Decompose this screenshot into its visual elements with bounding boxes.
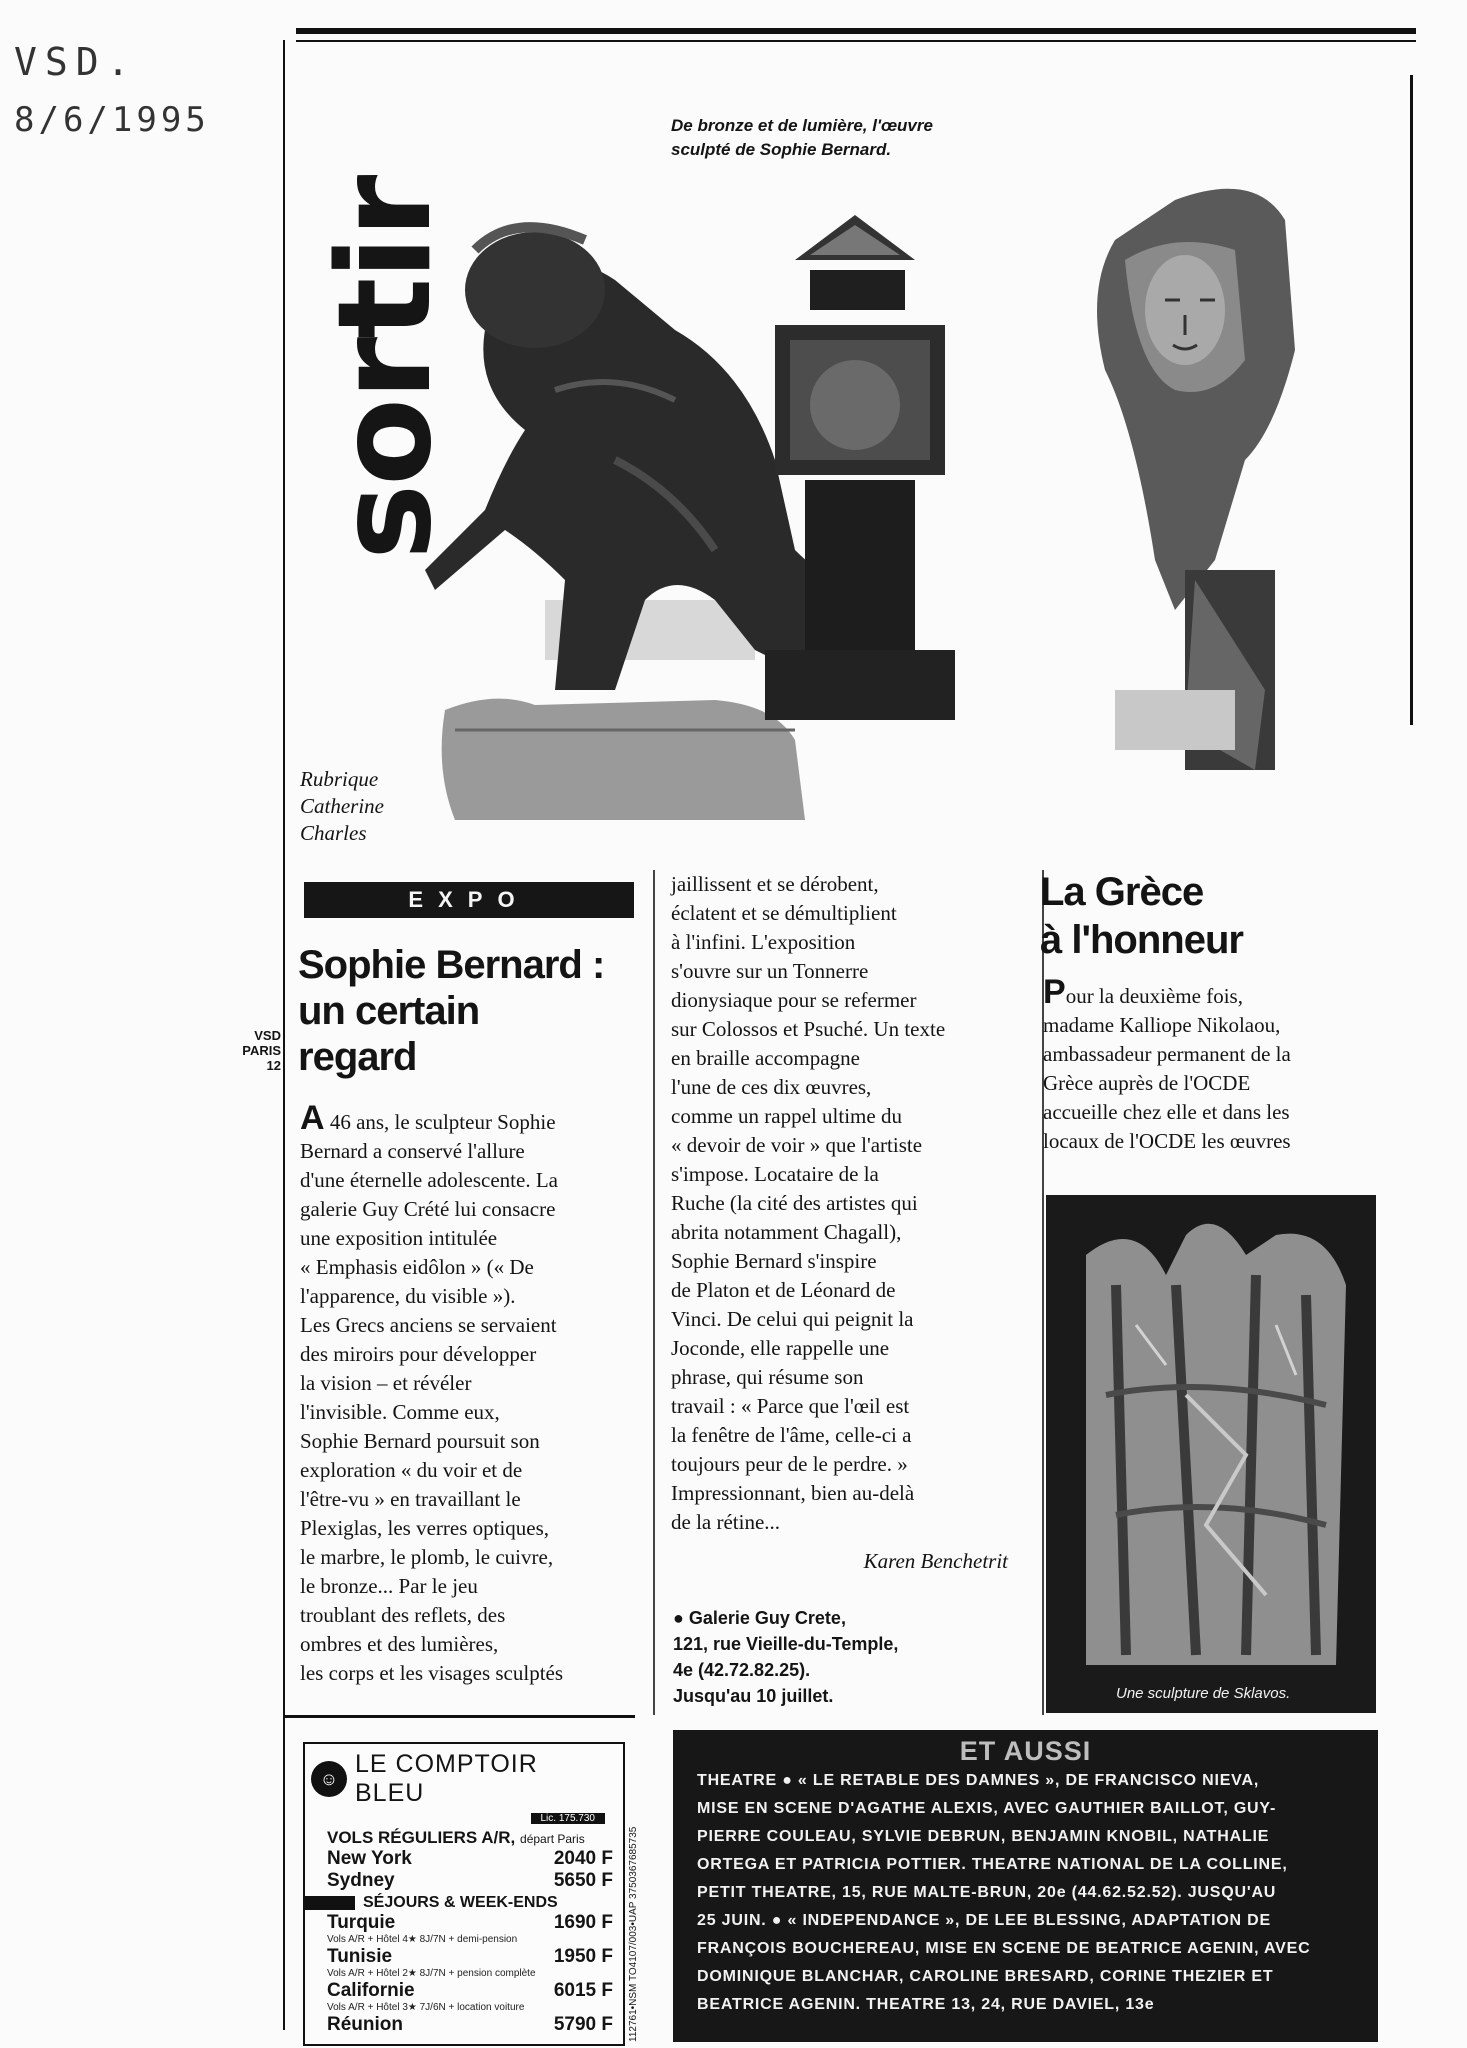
text-line-content: troublant des reflets, des bbox=[300, 1603, 506, 1627]
text-line-content: « Emphasis eidôlon » (« De bbox=[300, 1255, 534, 1279]
text-line bbox=[300, 1543, 645, 1572]
text-line bbox=[1043, 1098, 1413, 1127]
text-line bbox=[671, 957, 1031, 986]
text-line bbox=[300, 1166, 645, 1195]
text-line-content: Impressionnant, bien au-delà bbox=[671, 1481, 915, 1505]
text-line bbox=[671, 1392, 1031, 1421]
text-line-content: « devoir de voir » que l'artiste bbox=[671, 1133, 923, 1157]
page-label-line: 12 bbox=[266, 1058, 281, 1073]
text-line-content: à l'infini. L'exposition bbox=[671, 930, 856, 954]
et-aussi-line: BEATRICE AGENIN. THEATRE 13, 24, RUE DAVIEL, 13e bbox=[697, 1996, 1155, 2013]
expo-section-bar: EXPO bbox=[304, 882, 634, 918]
gallery-info bbox=[673, 1605, 1043, 1709]
text-line bbox=[671, 899, 1031, 928]
ad-price: 5790 F bbox=[553, 2014, 613, 2035]
text-line-content: exploration « du voir et de bbox=[300, 1458, 523, 1482]
right-edge-rule bbox=[1410, 75, 1413, 725]
article-author: Karen Benchetrit bbox=[863, 1549, 1008, 1573]
ad-price: 1690 F bbox=[553, 1912, 613, 1933]
top-rule-thin bbox=[296, 40, 1416, 42]
text-line-content: éclatent et se démultiplient bbox=[671, 901, 897, 925]
text-line-content: s'impose. Locataire de la bbox=[671, 1162, 879, 1186]
rubrique-line: Charles bbox=[300, 821, 367, 845]
text-line-content: les corps et les visages sculptés bbox=[300, 1661, 564, 1685]
text-line-content: Bernard a conservé l'allure bbox=[300, 1139, 525, 1163]
et-aussi-line: MISE EN SCENE D'AGATHE ALEXIS, AVEC GAUTHIER BAILLOT, GUY- bbox=[697, 1800, 1277, 1817]
text-line-content: ombres et des lumières, bbox=[300, 1632, 499, 1656]
text-line bbox=[300, 1099, 645, 1137]
text-line bbox=[300, 1311, 645, 1340]
text-line-content: Plexiglas, les verres optiques, bbox=[300, 1516, 550, 1540]
article-column-1 bbox=[300, 1099, 645, 1688]
ad-destination-row bbox=[327, 1946, 613, 1968]
ad-price: 2040 F bbox=[553, 1848, 613, 1869]
ad-vols-note: départ Paris bbox=[520, 1832, 585, 1846]
text-line-content: 46 ans, le sculpteur Sophie bbox=[324, 1110, 556, 1134]
text-line bbox=[671, 1102, 1031, 1131]
text-line bbox=[671, 1073, 1031, 1102]
ad-price: 1950 F bbox=[553, 1946, 613, 1967]
text-line-content: l'invisible. Comme eux, bbox=[300, 1400, 500, 1424]
text-line-content: une exposition intitulée bbox=[300, 1226, 498, 1250]
text-line bbox=[671, 1334, 1031, 1363]
text-line bbox=[671, 870, 1031, 899]
text-line bbox=[300, 1195, 645, 1224]
text-line bbox=[671, 928, 1031, 957]
text-line-content: Les Grecs anciens se servaient bbox=[300, 1313, 557, 1337]
text-line bbox=[671, 1421, 1031, 1450]
top-photo-caption-line: De bronze et de lumière, l'œuvre bbox=[671, 116, 933, 135]
text-line-content: accueille chez elle et dans les bbox=[1043, 1100, 1290, 1124]
page-label bbox=[225, 1028, 281, 1073]
rubrique-credit bbox=[300, 766, 384, 847]
et-aussi-line: THEATRE ● « LE RETABLE DES DAMNES », DE FRANCISCO NIEVA, bbox=[697, 1772, 1260, 1789]
text-line-content: en braille accompagne bbox=[671, 1046, 860, 1070]
headline-line: un certain bbox=[298, 989, 480, 1033]
text-line-content: l'être-vu » en travaillant le bbox=[300, 1487, 521, 1511]
article2-headline bbox=[1040, 868, 1380, 964]
ad-destination-note: Vols A/R + Hôtel 4★ 8J/7N + demi-pension bbox=[327, 1934, 518, 1945]
text-line-content: jaillissent et se dérobent, bbox=[671, 872, 879, 896]
text-line bbox=[1043, 973, 1413, 1011]
sklavos-photo bbox=[1046, 1195, 1376, 1713]
text-line bbox=[671, 1218, 1031, 1247]
ad-destination-row bbox=[327, 1848, 613, 1870]
text-line-content: le marbre, le plomb, le cuivre, bbox=[300, 1545, 554, 1569]
text-line bbox=[671, 1247, 1031, 1276]
et-aussi-line: DOMINIQUE BLANCHAR, CAROLINE BRESARD, CORINE THEZIER ET bbox=[697, 1968, 1274, 1985]
ad-destination-row bbox=[327, 2014, 613, 2036]
text-line bbox=[300, 1456, 645, 1485]
et-aussi-line: ORTEGA ET PATRICIA POTTIER. THEATRE NATIONAL DE LA COLLINE, bbox=[697, 1856, 1288, 1873]
text-line bbox=[671, 1131, 1031, 1160]
text-line-content: Ruche (la cité des artistes qui bbox=[671, 1191, 918, 1215]
left-column-rule bbox=[283, 40, 285, 2030]
article-headline bbox=[298, 942, 658, 1080]
ad-destination: Californie bbox=[327, 1980, 415, 2001]
text-line-content: l'apparence, du visible »). bbox=[300, 1284, 516, 1308]
text-line bbox=[671, 1508, 1031, 1537]
text-line bbox=[300, 1601, 645, 1630]
sklavos-sculpture-graphic bbox=[1046, 1195, 1376, 1713]
text-line-content: Vinci. De celui qui peignit la bbox=[671, 1307, 914, 1331]
text-line bbox=[300, 1340, 645, 1369]
et-aussi-line: FRANÇOIS BOUCHEREAU, MISE EN SCENE DE BEATRICE AGENIN, AVEC bbox=[697, 1940, 1311, 1957]
ad-side-code: 112761•NSM TO4107/003•UAP 3750367685735 bbox=[628, 1826, 639, 2042]
text-line-content: galerie Guy Crété lui consacre bbox=[300, 1197, 556, 1221]
text-line bbox=[671, 1450, 1031, 1479]
text-line bbox=[300, 1630, 645, 1659]
ad-price: 6015 F bbox=[553, 1980, 613, 2001]
ad-destination: Turquie bbox=[327, 1912, 396, 1933]
text-line-content: toujours peur de le perdre. » bbox=[671, 1452, 908, 1476]
text-line bbox=[300, 1224, 645, 1253]
ad-brand: LE COMPTOIR BLEU bbox=[355, 1750, 538, 1807]
text-line-content: l'une de ces dix œuvres, bbox=[671, 1075, 872, 1099]
rubrique-line: Catherine bbox=[300, 794, 384, 818]
dropcap: P bbox=[1043, 973, 1066, 1011]
page-label-line: PARIS bbox=[242, 1043, 281, 1058]
dropcap: A bbox=[300, 1099, 325, 1137]
text-line bbox=[1043, 1011, 1413, 1040]
text-line-content: Sophie Bernard poursuit son bbox=[300, 1429, 540, 1453]
text-line-content: Joconde, elle rappelle une bbox=[671, 1336, 890, 1360]
ad-destination-note: Vols A/R + Hôtel 2★ 8J/7N + pension complète bbox=[327, 1968, 536, 1979]
ad-top-rule bbox=[285, 1715, 635, 1718]
text-line-content: s'ouvre sur un Tonnerre bbox=[671, 959, 869, 983]
text-line bbox=[1043, 1127, 1413, 1156]
page-label-line: VSD bbox=[254, 1028, 281, 1043]
ad-sejours-list bbox=[305, 1912, 623, 2036]
text-line bbox=[300, 1659, 645, 1688]
text-line-content: de la rétine... bbox=[671, 1510, 781, 1534]
text-line-content: des miroirs pour développer bbox=[300, 1342, 537, 1366]
text-line bbox=[1043, 1069, 1413, 1098]
ad-vols-list bbox=[327, 1848, 613, 1892]
ad-sejours-title: SÉJOURS & WEEK-ENDS bbox=[363, 1894, 558, 1911]
ad-destination-row bbox=[327, 1980, 613, 2002]
et-aussi-line: PETIT THEATRE, 15, RUE MALTE-BRUN, 20e (44.62.52.52). JUSQU'AU bbox=[697, 1884, 1277, 1901]
ad-destination: Sydney bbox=[327, 1870, 395, 1891]
text-line-content: locaux de l'OCDE les œuvres bbox=[1043, 1129, 1291, 1153]
et-aussi-title: ET AUSSI bbox=[959, 1736, 1092, 1766]
ad-destination-row bbox=[327, 1912, 613, 1934]
et-aussi-text bbox=[673, 1767, 1378, 2019]
ad-destination: New York bbox=[327, 1848, 412, 1869]
et-aussi-box bbox=[673, 1730, 1378, 2042]
article-column-2 bbox=[671, 870, 1031, 1537]
top-photo-caption-line: sculpté de Sophie Bernard. bbox=[671, 140, 892, 159]
text-line-content: madame Kalliope Nikolaou, bbox=[1043, 1013, 1281, 1037]
gallery-info-line: Jusqu'au 10 juillet. bbox=[673, 1686, 834, 1706]
text-line-content: ambassadeur permanent de la bbox=[1043, 1042, 1291, 1066]
text-line-content: abrita notamment Chagall), bbox=[671, 1220, 902, 1244]
text-line bbox=[671, 1363, 1031, 1392]
handwritten-publication: VSD. bbox=[14, 40, 138, 84]
text-line-content: d'une éternelle adolescente. La bbox=[300, 1168, 558, 1192]
text-line bbox=[1043, 1040, 1413, 1069]
gallery-info-line: ● Galerie Guy Crete, bbox=[673, 1608, 846, 1628]
text-line bbox=[671, 1479, 1031, 1508]
text-line bbox=[300, 1427, 645, 1456]
text-line-content: Grèce auprès de l'OCDE bbox=[1043, 1071, 1251, 1095]
text-line bbox=[671, 1015, 1031, 1044]
et-aussi-line: PIERRE COULEAU, SYLVIE DEBRUN, BENJAMIN KNOBIL, NATHALIE bbox=[697, 1828, 1270, 1845]
text-line bbox=[300, 1398, 645, 1427]
sklavos-photo-caption: Une sculpture de Sklavos. bbox=[1116, 1685, 1291, 1702]
rubrique-line: Rubrique bbox=[300, 767, 379, 791]
text-line-content: dionysiaque pour se refermer bbox=[671, 988, 917, 1012]
ad-license: Lic. 175.730 bbox=[531, 1813, 606, 1824]
text-line-content: travail : « Parce que l'œil est bbox=[671, 1394, 910, 1418]
text-line-content: comme un rappel ultime du bbox=[671, 1104, 902, 1128]
text-line bbox=[300, 1253, 645, 1282]
ad-bar bbox=[305, 1896, 355, 1910]
ad-price: 5650 F bbox=[553, 1870, 613, 1891]
gallery-info-line: 4e (42.72.82.25). bbox=[673, 1660, 811, 1680]
headline-line: La Grèce bbox=[1040, 870, 1204, 914]
text-line-content: sur Colossos et Psuché. Un texte bbox=[671, 1017, 946, 1041]
text-line-content: Sophie Bernard s'inspire bbox=[671, 1249, 877, 1273]
text-line bbox=[300, 1137, 645, 1166]
headline-line: Sophie Bernard : bbox=[298, 943, 605, 987]
text-line-content: la fenêtre de l'âme, celle-ci a bbox=[671, 1423, 912, 1447]
ad-vols-heading bbox=[327, 1828, 613, 1848]
article2-body bbox=[1043, 973, 1413, 1156]
gallery-info-line: 121, rue Vieille-du-Temple, bbox=[673, 1634, 899, 1654]
text-line bbox=[671, 1044, 1031, 1073]
text-line-content: de Platon et de Léonard de bbox=[671, 1278, 896, 1302]
text-line bbox=[671, 986, 1031, 1015]
text-line-content: la vision – et révéler bbox=[300, 1371, 472, 1395]
top-rule bbox=[296, 28, 1416, 34]
ad-vols-title: VOLS RÉGULIERS A/R, bbox=[327, 1828, 516, 1847]
text-line-content: le bronze... Par le jeu bbox=[300, 1574, 478, 1598]
headline-line: regard bbox=[298, 1035, 417, 1079]
text-line bbox=[671, 1189, 1031, 1218]
text-line-content: phrase, qui résume son bbox=[671, 1365, 864, 1389]
text-line-content: our la deuxième fois, bbox=[1065, 984, 1243, 1008]
et-aussi-line: 25 JUIN. ● « INDEPENDANCE », DE LEE BLESSING, ADAPTATION DE bbox=[697, 1912, 1271, 1929]
text-line bbox=[671, 1160, 1031, 1189]
text-line bbox=[671, 1305, 1031, 1334]
ad-destination: Tunisie bbox=[327, 1946, 393, 1967]
comptoir-bleu-ad bbox=[303, 1742, 625, 2046]
text-line bbox=[300, 1572, 645, 1601]
ad-destination-note: Vols A/R + Hôtel 3★ 7J/6N + location voiture bbox=[327, 2002, 525, 2013]
sun-logo-icon: ☺ bbox=[311, 1761, 347, 1797]
handwritten-date: 8/6/1995 bbox=[14, 100, 210, 140]
headline-line: à l'honneur bbox=[1040, 918, 1243, 962]
text-line bbox=[300, 1485, 645, 1514]
section-title: sortir bbox=[311, 176, 460, 560]
text-line bbox=[671, 1276, 1031, 1305]
ad-destination: Réunion bbox=[327, 2014, 403, 2035]
text-line bbox=[300, 1514, 645, 1543]
sculpture-photo bbox=[415, 130, 1375, 830]
text-line bbox=[300, 1282, 645, 1311]
ad-destination-row bbox=[327, 1870, 613, 1892]
text-line bbox=[300, 1369, 645, 1398]
